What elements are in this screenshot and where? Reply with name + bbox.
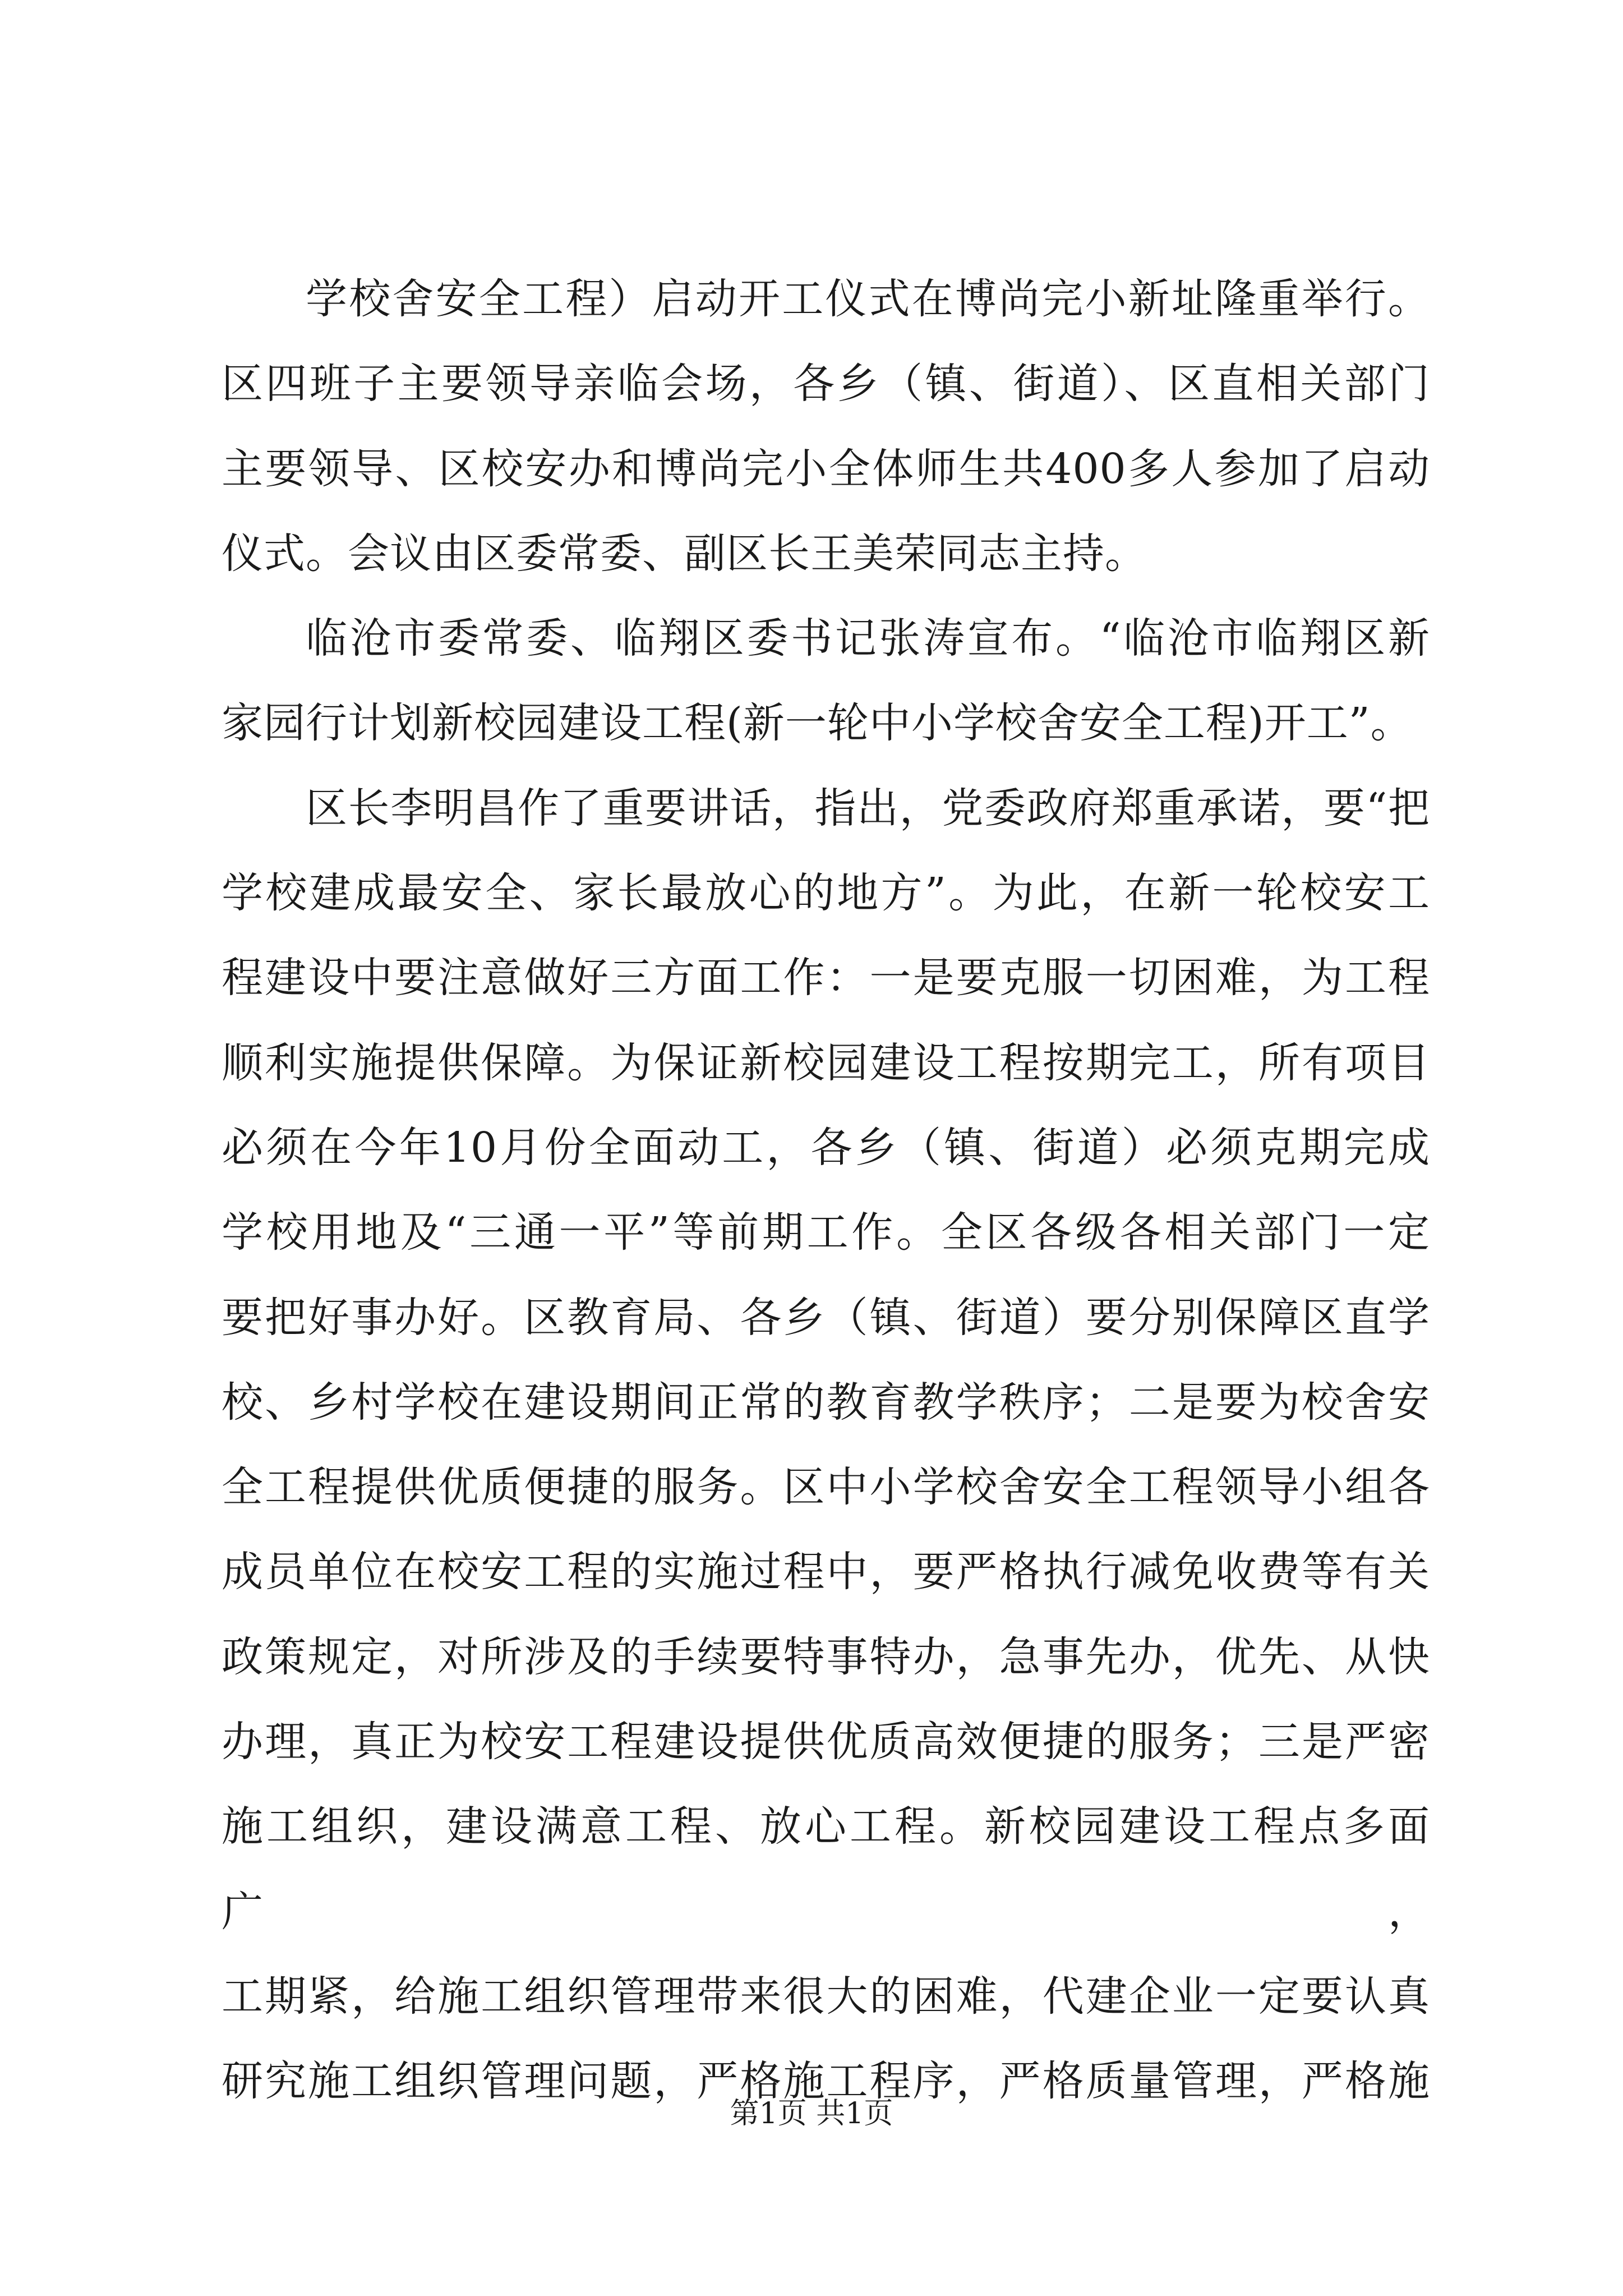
paragraph-3-line-10: 成员单位在校安工程的实施过程中，要严格执行减免收费等有关 bbox=[222, 1548, 1430, 1596]
page-footer: 第1页 共1页 bbox=[730, 2097, 893, 2131]
paragraph-2-line-1: 临沧市委常委、临翔区委书记张涛宣布。“临沧市临翔区新 bbox=[306, 614, 1430, 663]
paragraph-3-line-11: 政策规定，对所涉及的手续要特事特办，急事先办，优先、从快 bbox=[222, 1632, 1430, 1681]
paragraph-1-line-3: 主要领导、区校安办和博尚完小全体师生共400多人参加了启动 bbox=[222, 444, 1430, 493]
paragraph-3-line-3: 程建设中要注意做好三方面工作：一是要克服一切困难，为工程 bbox=[222, 954, 1430, 1002]
paragraph-3-line-12: 办理，真正为校安工程建设提供优质高效便捷的服务；三是严密 bbox=[222, 1718, 1430, 1766]
paragraph-3-line-13: 施工组织，建设满意工程、放心工程。新校园建设工程点多面广， bbox=[222, 1802, 1430, 1936]
paragraph-3-line-6: 学校用地及“三通一平”等前期工作。全区各级各相关部门一定 bbox=[222, 1208, 1430, 1257]
document-body bbox=[222, 257, 1430, 2124]
paragraph-3-line-2: 学校建成最安全、家长最放心的地方”。为此，在新一轮校安工 bbox=[222, 869, 1430, 918]
paragraph-3-line-5: 必须在今年10月份全面动工，各乡（镇、街道）必须克期完成 bbox=[222, 1123, 1430, 1172]
paragraph-3-line-15: 研究施工组织管理问题，严格施工程序，严格质量管理，严格施 bbox=[222, 2057, 1430, 2106]
paragraph-3-line-4: 顺利实施提供保障。为保证新校园建设工程按期完工，所有项目 bbox=[222, 1038, 1430, 1087]
paragraph-1-line-4: 仪式。会议由区委常委、副区长王美荣同志主持。 bbox=[222, 529, 1147, 578]
paragraph-3-line-8: 校、乡村学校在建设期间正常的教育教学秩序；二是要为校舍安 bbox=[222, 1378, 1430, 1427]
paragraph-3-line-14: 工期紧，给施工组织管理带来很大的困难，代建企业一定要认真 bbox=[222, 1972, 1430, 2021]
paragraph-3-line-1: 区长李明昌作了重要讲话，指出，党委政府郑重承诺，要“把 bbox=[306, 784, 1430, 832]
paragraph-1-line-1: 学校舍安全工程）启动开工仪式在博尚完小新址隆重举行。 bbox=[306, 275, 1430, 323]
paragraph-2-line-2: 家园行计划新校园建设工程(新一轮中小学校舍安全工程)开工”。 bbox=[222, 699, 1413, 748]
paragraph-3-line-9: 全工程提供优质便捷的服务。区中小学校舍安全工程领导小组各 bbox=[222, 1463, 1430, 1512]
paragraph-1-line-2: 区四班子主要领导亲临会场，各乡（镇、街道）、区直相关部门 bbox=[222, 360, 1430, 408]
paragraph-3-line-7: 要把好事办好。区教育局、各乡（镇、街道）要分别保障区直学 bbox=[222, 1293, 1430, 1342]
